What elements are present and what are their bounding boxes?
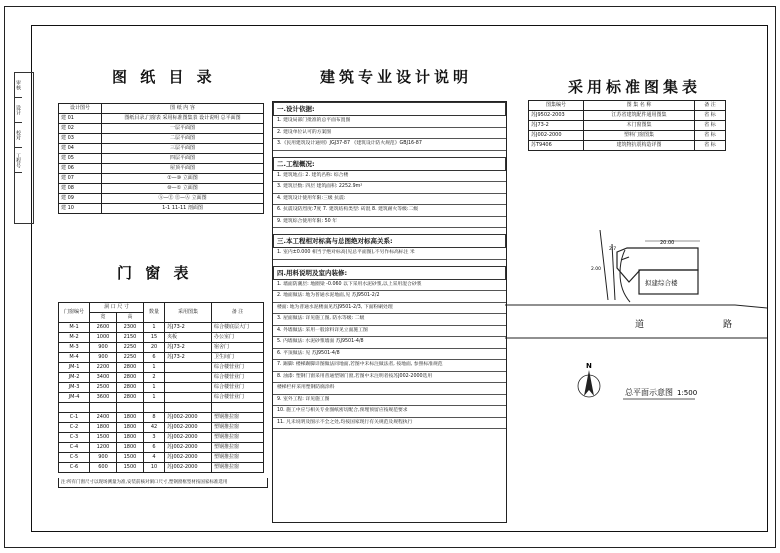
- atlas-cell: 塑料门窗图集: [584, 131, 695, 141]
- door-window-cell: 2400: [90, 413, 117, 423]
- stamp-column: [14, 72, 34, 224]
- door-window-row: [59, 333, 264, 343]
- door-window-cell: C-3: [59, 433, 90, 443]
- notes-gap: [273, 429, 506, 435]
- directory-row: [59, 164, 264, 174]
- doors-title: 门 窗 表: [117, 264, 193, 282]
- notes-line: 6. 平顶做法: 见 苏J9501-4/8: [273, 349, 506, 361]
- door-window-cell: [165, 403, 212, 413]
- notes-line: 楼面: 地为普通水泥楼面见苏J9501-2/3, 下面粉刷处理: [273, 303, 506, 315]
- door-window-cell: 综合楼营业门: [212, 363, 264, 373]
- sheet-number: 建 06: [59, 164, 102, 174]
- door-window-cell: 8: [144, 413, 165, 423]
- door-window-cell: 苏J002-2000: [165, 443, 212, 453]
- door-window-row: [59, 423, 264, 433]
- door-window-cell: 宿舍门: [212, 343, 264, 353]
- door-window-cell: 夹板: [165, 333, 212, 343]
- directory-row: [59, 134, 264, 144]
- atlas-cell: 木门窗图集: [584, 121, 695, 131]
- door-window-cell: 塑钢推拉窗: [212, 453, 264, 463]
- door-window-cell: [90, 403, 117, 413]
- notes-line: 1. 室内±0.000 相当于绝对标高(见总平面图),不另作标高标注 米: [273, 248, 506, 260]
- directory-row: [59, 144, 264, 154]
- notes-line: 1. 建设局部门批准的总平面布置图: [273, 116, 506, 128]
- atlas-cell: 苏J9502-2003: [529, 111, 584, 121]
- notes-line: 11. 凡未说明及图示不全之处,均按国家现行有关规范及规程执行: [273, 418, 506, 430]
- door-window-cell: 6: [144, 353, 165, 363]
- door-window-cell: 1500: [117, 453, 144, 463]
- atlas-row: [529, 111, 726, 121]
- door-window-cell: 塑钢推拉窗: [212, 463, 264, 473]
- door-window-cell: 苏J002-2000: [165, 423, 212, 433]
- door-window-cell: 3400: [90, 373, 117, 383]
- door-window-cell: 3600: [90, 393, 117, 403]
- atlas-title: 采用标准图集表: [568, 78, 702, 96]
- door-header: 备 注: [212, 303, 264, 323]
- door-window-row: [59, 393, 264, 403]
- building-label: 拟建综合楼: [645, 279, 678, 287]
- door-window-cell: 1: [144, 323, 165, 333]
- site-plan-scale: 1:500: [677, 389, 698, 397]
- directory-row: [59, 204, 264, 214]
- atlas-cell: 省 标: [695, 121, 726, 131]
- door-window-cell: [165, 373, 212, 383]
- atlas-cell: 省 标: [695, 141, 726, 151]
- side-dimension: 2.7: [609, 247, 617, 252]
- sheet-content: 一层平面图: [102, 124, 264, 134]
- sheet-content: Ⓐ—Ⓔ Ⓔ—Ⓐ 立面图: [102, 194, 264, 204]
- door-window-cell: M-2: [59, 333, 90, 343]
- door-window-cell: 2150: [117, 333, 144, 343]
- door-window-cell: 2500: [90, 383, 117, 393]
- door-window-cell: 1800: [117, 433, 144, 443]
- sheet-number: 建 02: [59, 124, 102, 134]
- door-window-cell: 综合楼营业门: [212, 383, 264, 393]
- door-window-cell: C-5: [59, 453, 90, 463]
- notes-line: 4. 外墙做法: 采用一般涂料详见立面施工图: [273, 326, 506, 338]
- door-window-cell: 2800: [117, 373, 144, 383]
- notes-line: 6. 抗震设防烈度:7度 7. 建筑结构类型: 砖混 8. 建筑耐火等级:二级: [273, 205, 506, 217]
- door-window-cell: [212, 403, 264, 413]
- notes-section-heading: 四.用料说明及室内装修:: [273, 266, 506, 280]
- door-window-cell: 20: [144, 343, 165, 353]
- door-window-cell: 2800: [117, 393, 144, 403]
- door-window-cell: 苏J73-2: [165, 353, 212, 363]
- sheet-content: ①—⑩ 立面图: [102, 174, 264, 184]
- notes-line: 3. 建筑层数: 四层 建筑面积: 2252.9m²: [273, 182, 506, 194]
- sheet-content: 屋顶平面图: [102, 164, 264, 174]
- notes-line: 3.《民用建筑设计通则》JGJ37-87 《建筑设计防火规范》GBJ16-87: [273, 139, 506, 151]
- door-window-cell: 600: [90, 463, 117, 473]
- door-window-cell: 2800: [117, 383, 144, 393]
- door-window-cell: 2300: [117, 323, 144, 333]
- north-arrow-icon: [578, 362, 600, 397]
- door-window-cell: 2200: [90, 363, 117, 373]
- directory-row: [59, 194, 264, 204]
- atlas-cell: 苏J002-2000: [529, 131, 584, 141]
- notes-section-heading: 三.本工程相对标高与总图绝对标高关系:: [273, 234, 506, 248]
- atlas-header: 图 集 名 称: [584, 101, 695, 111]
- door-window-table: [58, 302, 264, 473]
- sheet-number: 建 09: [59, 194, 102, 204]
- door-window-cell: [144, 403, 165, 413]
- door-header: 数量: [144, 303, 165, 323]
- door-window-cell: [165, 363, 212, 373]
- door-table-footnote: 注:所有门窗尺寸以现场测量为准,安装前核对洞口尺寸,塑钢窗框型材按国家标准选用: [58, 478, 268, 488]
- door-window-cell: 综合楼底层大门: [212, 323, 264, 333]
- door-header: 门窗编号: [59, 303, 90, 323]
- door-window-cell: 综合楼营业门: [212, 373, 264, 383]
- door-window-cell: M-4: [59, 353, 90, 363]
- door-window-row: [59, 383, 264, 393]
- directory-header: 设计图号: [59, 104, 102, 114]
- sheet-number: 建 08: [59, 184, 102, 194]
- directory-table: [58, 103, 264, 214]
- sheet-number: 建 10: [59, 204, 102, 214]
- door-window-cell: 4: [144, 453, 165, 463]
- door-window-cell: 2800: [117, 363, 144, 373]
- door-window-cell: 1800: [90, 423, 117, 433]
- door-window-cell: 6: [144, 443, 165, 453]
- directory-title: 图 纸 目 录: [112, 68, 216, 86]
- door-window-cell: 1200: [90, 443, 117, 453]
- door-window-cell: 卫生间门: [212, 353, 264, 363]
- atlas-cell: 苏T9406: [529, 141, 584, 151]
- door-window-cell: JM-4: [59, 393, 90, 403]
- door-header-group: 洞 口 尺 寸: [90, 303, 144, 313]
- door-window-cell: JM-2: [59, 373, 90, 383]
- notes-line: 2. 地面做法: 地为普通水泥地面,见 苏J9501-2/2: [273, 291, 506, 303]
- notes-line: 7. 踢脚: 楼梯踢脚详图做法同地面,若图中未标注做法者, 按地面, 参照标准规范: [273, 360, 506, 372]
- door-window-cell: 塑钢推拉窗: [212, 433, 264, 443]
- door-window-cell: 苏J73-2: [165, 323, 212, 333]
- atlas-table: [528, 100, 726, 151]
- door-window-cell: 苏J002-2000: [165, 413, 212, 423]
- notes-line: 1. 建筑地点: 2. 建筑名称: 综合楼: [273, 171, 506, 183]
- stamp-cell: 审核: [15, 73, 22, 98]
- stamp-cell: 工程号: [15, 148, 22, 173]
- door-window-cell: C-1: [59, 413, 90, 423]
- sheet-content: 三层平面图: [102, 144, 264, 154]
- door-window-cell: [117, 403, 144, 413]
- atlas-cell: 省 标: [695, 111, 726, 121]
- atlas-cell: 江苏省建筑配件通用图集: [584, 111, 695, 121]
- door-window-cell: 苏J002-2000: [165, 463, 212, 473]
- atlas-cell: 省 标: [695, 131, 726, 141]
- door-window-cell: M-3: [59, 343, 90, 353]
- directory-row: [59, 114, 264, 124]
- notes-line: 9. 建筑综合使用年限: 50 年: [273, 217, 506, 229]
- door-window-row: [59, 373, 264, 383]
- door-window-cell: 1: [144, 363, 165, 373]
- door-window-row: [59, 363, 264, 373]
- door-window-cell: [59, 403, 90, 413]
- door-window-cell: 1: [144, 383, 165, 393]
- door-window-row: [59, 463, 264, 473]
- dimension-label: 20.00: [660, 240, 675, 246]
- atlas-row: [529, 141, 726, 151]
- directory-header: 图 纸 内 容: [102, 104, 264, 114]
- door-header: 高: [117, 313, 144, 323]
- atlas-row: [529, 121, 726, 131]
- door-window-cell: C-2: [59, 423, 90, 433]
- door-window-cell: 办公室门: [212, 333, 264, 343]
- door-header: 采用图集: [165, 303, 212, 323]
- stamp-cell: 校对: [15, 123, 22, 148]
- door-window-cell: 1800: [117, 413, 144, 423]
- atlas-cell: 建筑物抗震构造详图: [584, 141, 695, 151]
- sheet-content: 图纸目录,门窗表 采用标准图集表 设计说明 总平面图: [102, 114, 264, 124]
- road-label: 道: [635, 320, 645, 330]
- door-window-cell: 塑钢推拉窗: [212, 413, 264, 423]
- site-plan: [505, 230, 767, 405]
- door-window-row: [59, 413, 264, 423]
- directory-row: [59, 124, 264, 134]
- door-window-cell: 1500: [117, 463, 144, 473]
- notes-line: 楼梯栏杆采用塑钢防腐涂料: [273, 383, 506, 395]
- door-window-cell: 苏J002-2000: [165, 453, 212, 463]
- door-window-cell: 苏J73-2: [165, 343, 212, 353]
- door-window-cell: 900: [90, 353, 117, 363]
- notes-line: 2. 建设单位认可的方案图: [273, 128, 506, 140]
- door-window-cell: 900: [90, 453, 117, 463]
- door-window-cell: 2250: [117, 353, 144, 363]
- notes-line: 8. 油漆: 塑钢门窗采用普通塑钢门窗,若图中未注明者按苏J002-2000选用: [273, 372, 506, 384]
- door-window-cell: 1800: [117, 443, 144, 453]
- sheet-content: 1-1 11-11 剖面图: [102, 204, 264, 214]
- door-window-row: [59, 403, 264, 413]
- svg-text:N: N: [586, 362, 592, 370]
- sheet-number: 建 03: [59, 134, 102, 144]
- atlas-cell: 苏J73-2: [529, 121, 584, 131]
- door-window-cell: [165, 393, 212, 403]
- door-window-cell: C-4: [59, 443, 90, 453]
- door-window-cell: 塑钢推拉窗: [212, 443, 264, 453]
- door-window-row: [59, 453, 264, 463]
- door-window-cell: 42: [144, 423, 165, 433]
- door-window-cell: 3: [144, 433, 165, 443]
- door-window-row: [59, 323, 264, 333]
- sheet-number: 建 07: [59, 174, 102, 184]
- door-window-cell: JM-1: [59, 363, 90, 373]
- notes-section-heading: 二.工程概况:: [273, 157, 506, 171]
- door-window-cell: 1800: [117, 423, 144, 433]
- notes-line: 9. 室外工程: 详见施工图: [273, 395, 506, 407]
- atlas-header: 图集编号: [529, 101, 584, 111]
- door-window-cell: 10: [144, 463, 165, 473]
- sheet-number: 建 01: [59, 114, 102, 124]
- door-window-row: [59, 433, 264, 443]
- site-plan-caption: 总平面示意图: [625, 388, 673, 397]
- road-label: 路: [723, 320, 733, 330]
- notes-line: 10. 施工中应与相关专业图纸密切配合,预埋预留应按规范要求: [273, 406, 506, 418]
- sheet-number: 建 05: [59, 154, 102, 164]
- directory-row: [59, 174, 264, 184]
- sheet-content: 二层平面图: [102, 134, 264, 144]
- door-window-cell: 15: [144, 333, 165, 343]
- door-window-cell: JM-3: [59, 383, 90, 393]
- sheet-number: 建 04: [59, 144, 102, 154]
- door-window-cell: 1500: [90, 433, 117, 443]
- door-window-cell: C-6: [59, 463, 90, 473]
- notes-section-heading: 一.设计依据:: [273, 102, 506, 116]
- notes-line: 4. 建筑设计使用年限:三级 抗震:: [273, 194, 506, 206]
- notes-title: 建筑专业设计说明: [320, 68, 473, 86]
- door-header: 宽: [90, 313, 117, 323]
- door-window-cell: [165, 383, 212, 393]
- design-notes: [272, 101, 507, 523]
- door-window-row: [59, 343, 264, 353]
- stamp-cell: 设计: [15, 98, 22, 123]
- door-window-cell: 苏J002-2000: [165, 433, 212, 443]
- directory-row: [59, 184, 264, 194]
- sheet-content: ⑩—① 立面图: [102, 184, 264, 194]
- directory-row: [59, 154, 264, 164]
- door-window-cell: 塑钢推拉窗: [212, 423, 264, 433]
- side-dimension: 2.00: [591, 267, 602, 272]
- notes-line: 5. 内墙做法: 水泥砂浆墙面 苏J9501-4/8: [273, 337, 506, 349]
- door-window-cell: 综合楼营业门: [212, 393, 264, 403]
- door-window-row: [59, 353, 264, 363]
- door-window-row: [59, 443, 264, 453]
- door-window-cell: 1: [144, 393, 165, 403]
- door-window-cell: 2250: [117, 343, 144, 353]
- door-window-cell: M-1: [59, 323, 90, 333]
- atlas-header: 备 注: [695, 101, 726, 111]
- building-outline: [617, 248, 698, 294]
- atlas-row: [529, 131, 726, 141]
- notes-line: 1. 墙面防潮层: 地圈梁 -0.060 以下采用水泥砂浆,以上采用混合砂浆: [273, 280, 506, 292]
- door-window-cell: 2600: [90, 323, 117, 333]
- door-window-cell: 2: [144, 373, 165, 383]
- door-window-cell: 1000: [90, 333, 117, 343]
- door-window-cell: 900: [90, 343, 117, 353]
- sheet-content: 四层平面图: [102, 154, 264, 164]
- notes-line: 3. 屋面做法: 详见施工图, 防水等级: 二级: [273, 314, 506, 326]
